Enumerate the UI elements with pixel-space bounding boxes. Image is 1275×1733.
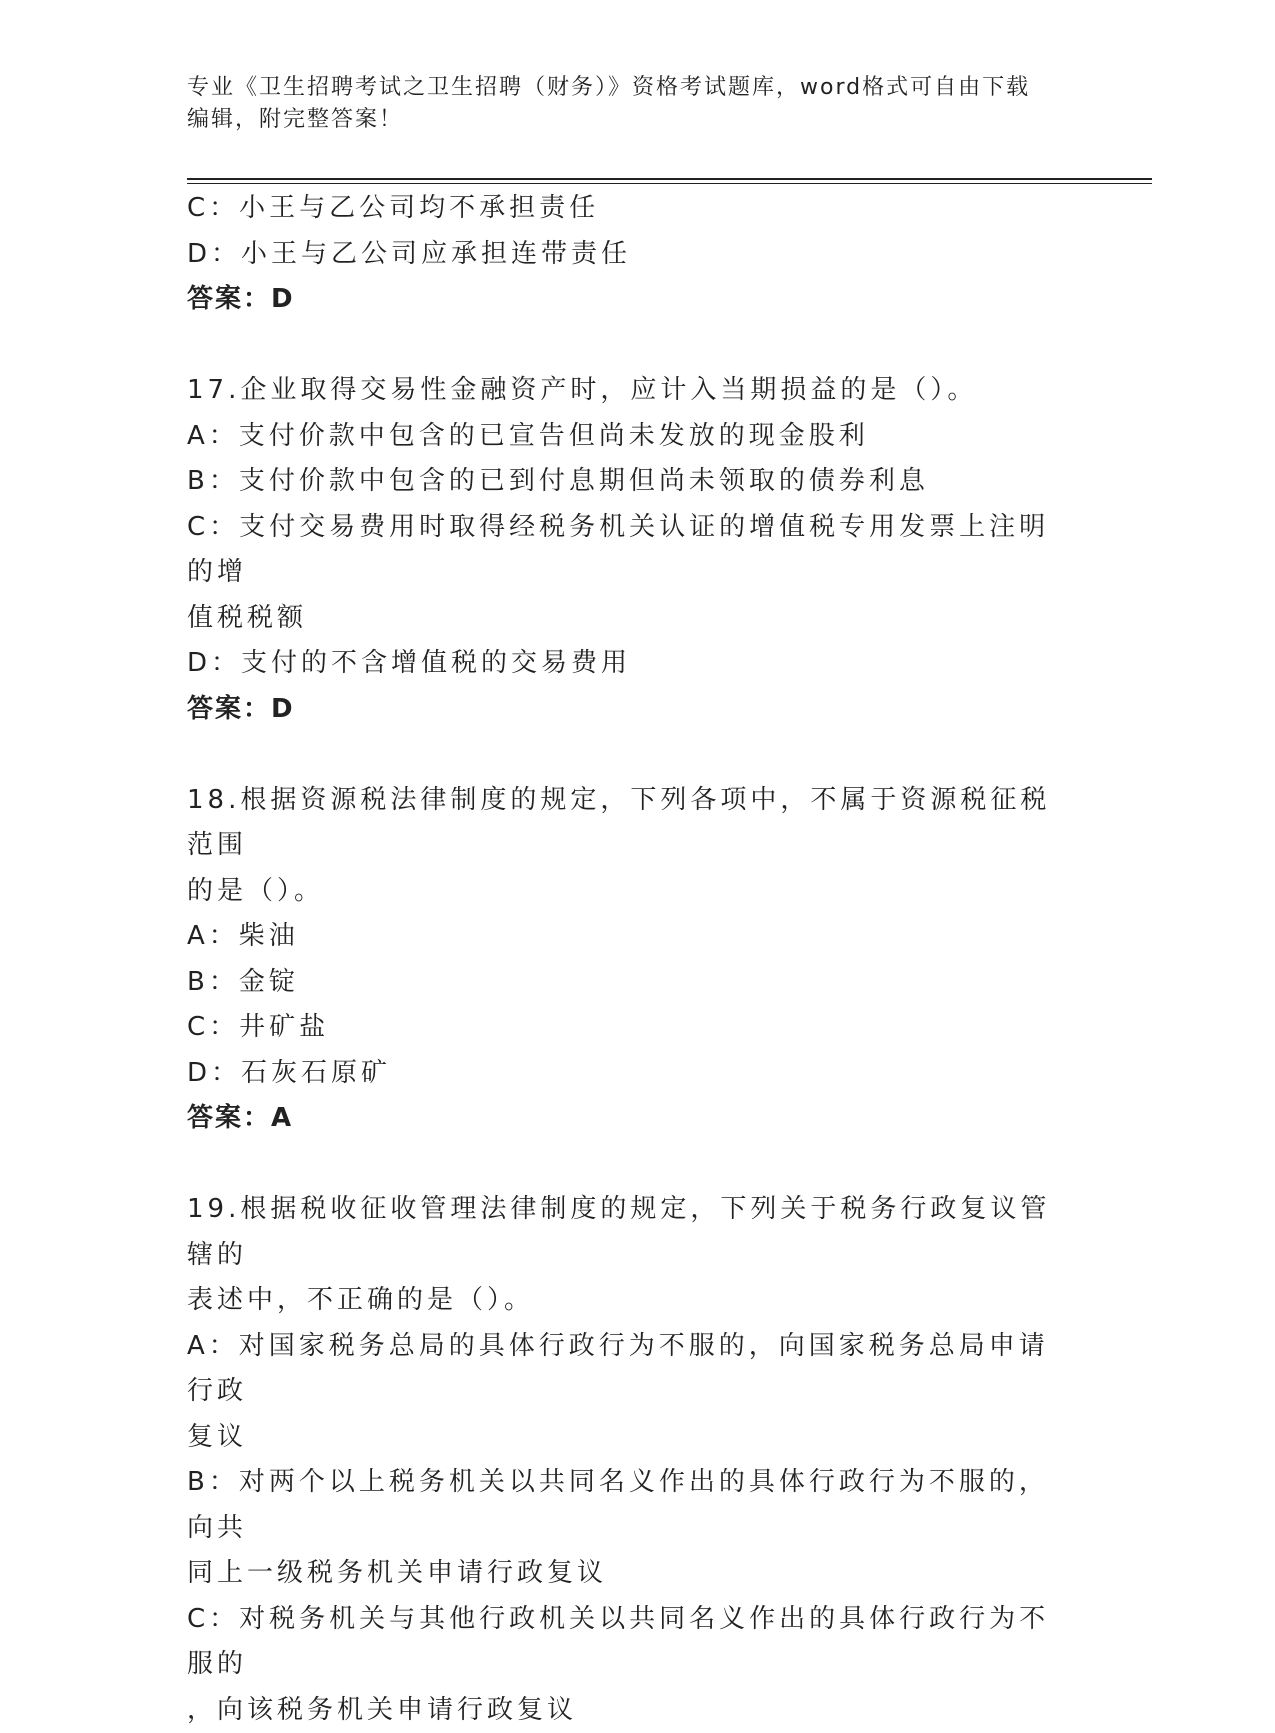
option-a: A：对国家税务总局的具体行政行为不服的，向国家税务总局申请行政 bbox=[187, 1324, 1077, 1415]
option-c-continued: 值税税额 bbox=[187, 596, 1077, 642]
question-19 bbox=[187, 1187, 1077, 1733]
header-divider-thin bbox=[187, 183, 1152, 184]
option-b: B：金锭 bbox=[187, 960, 1077, 1006]
question-stem: 19.根据税收征收管理法律制度的规定，下列关于税务行政复议管辖的 bbox=[187, 1187, 1077, 1278]
answer: 答案：D bbox=[187, 687, 1077, 733]
question-stem-continued: 的是（）。 bbox=[187, 869, 1077, 915]
header-divider-thick bbox=[187, 178, 1152, 180]
option-d: D：石灰石原矿 bbox=[187, 1051, 1077, 1097]
question-stem: 18.根据资源税法律制度的规定，下列各项中，不属于资源税征税范围 bbox=[187, 778, 1077, 869]
question-18 bbox=[187, 778, 1077, 1142]
spacer bbox=[187, 323, 1077, 369]
spacer bbox=[187, 1142, 1077, 1188]
option-c: C：小王与乙公司均不承担责任 bbox=[187, 186, 1077, 232]
option-c: C：对税务机关与其他行政机关以共同名义作出的具体行政行为不服的 bbox=[187, 1597, 1077, 1688]
option-c-continued: ，向该税务机关申请行政复议 bbox=[187, 1688, 1077, 1733]
option-a: A：柴油 bbox=[187, 914, 1077, 960]
spacer bbox=[187, 732, 1077, 778]
header-line-2: 编辑，附完整答案！ bbox=[187, 104, 1087, 136]
header-line-1: 专业《卫生招聘考试之卫生招聘（财务）》资格考试题库，word格式可自由下载 bbox=[187, 72, 1087, 104]
option-a-continued: 复议 bbox=[187, 1415, 1077, 1461]
question-stem: 17.企业取得交易性金融资产时，应计入当期损益的是（）。 bbox=[187, 368, 1077, 414]
answer: 答案：A bbox=[187, 1096, 1077, 1142]
option-b: B：支付价款中包含的已到付息期但尚未领取的债券利息 bbox=[187, 459, 1077, 505]
option-a: A：支付价款中包含的已宣告但尚未发放的现金股利 bbox=[187, 414, 1077, 460]
question-16-continued bbox=[187, 186, 1077, 323]
option-b-continued: 同上一级税务机关申请行政复议 bbox=[187, 1551, 1077, 1597]
option-d: D：支付的不含增值税的交易费用 bbox=[187, 641, 1077, 687]
option-b: B：对两个以上税务机关以共同名义作出的具体行政行为不服的，向共 bbox=[187, 1460, 1077, 1551]
option-d: D：小王与乙公司应承担连带责任 bbox=[187, 232, 1077, 278]
option-c: C：井矿盐 bbox=[187, 1005, 1077, 1051]
question-list bbox=[187, 186, 1077, 1733]
question-stem-continued: 表述中，不正确的是（）。 bbox=[187, 1278, 1077, 1324]
page-header bbox=[187, 72, 1087, 136]
option-c: C：支付交易费用时取得经税务机关认证的增值税专用发票上注明的增 bbox=[187, 505, 1077, 596]
answer: 答案：D bbox=[187, 277, 1077, 323]
question-17 bbox=[187, 368, 1077, 732]
